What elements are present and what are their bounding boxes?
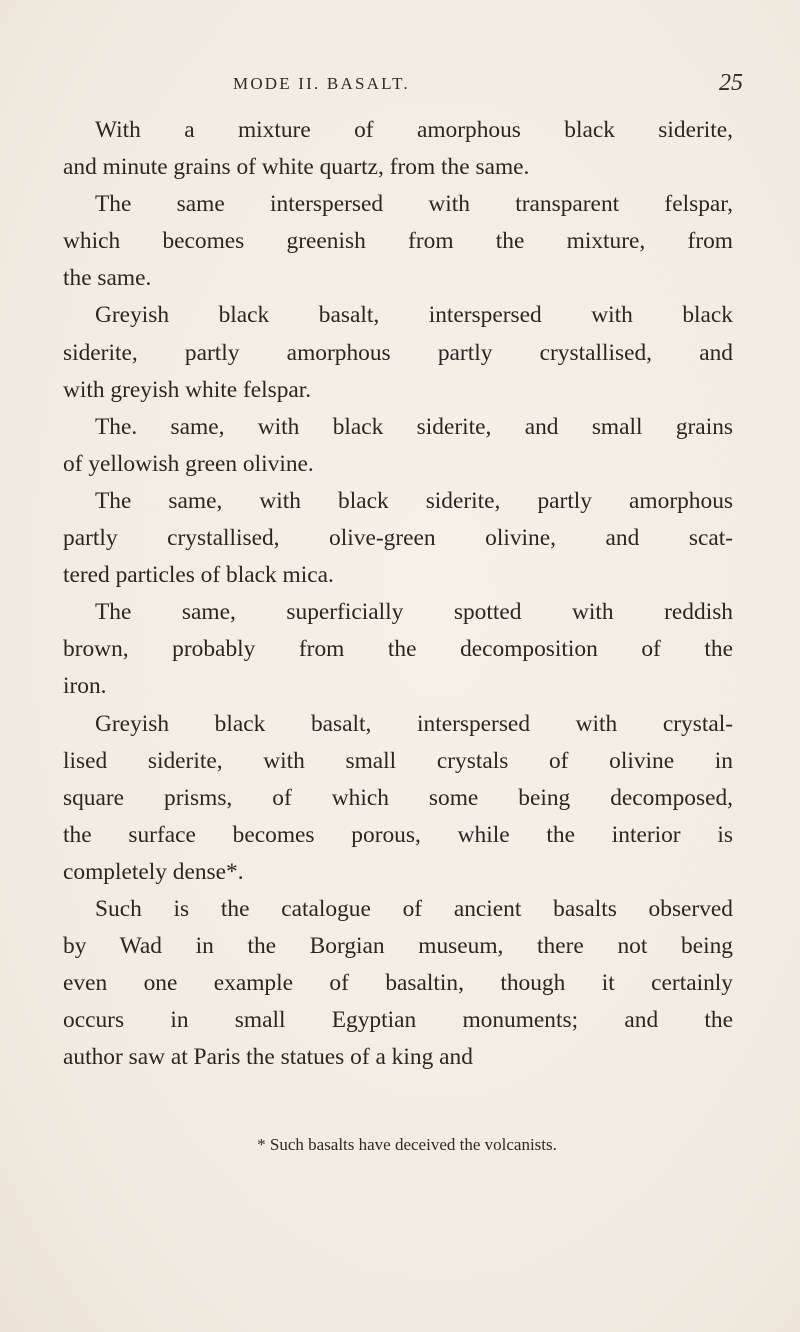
footnote: [0, 1135, 800, 1155]
text-line: which becomes greenish from the mixture, from: [63, 228, 733, 255]
running-title: MODE II. BASALT.: [233, 74, 410, 93]
text-line: the same.: [63, 265, 152, 292]
text-line: With a mixture of amorphous black siderite,: [95, 117, 733, 143]
text-line: the surface becomes porous, while the interior is: [63, 821, 733, 848]
page-number: 25: [719, 70, 743, 96]
text-line: brown, probably from the decomposition of the: [63, 636, 733, 663]
text-line: partly crystallised, olive-green olivine, and scat-: [63, 525, 733, 552]
paragraph: [63, 186, 733, 297]
text-line: The same, with black siderite, partly amorphous: [95, 487, 733, 514]
paragraph: [63, 297, 733, 408]
text-line: by Wad in the Borgian museum, there not being: [63, 933, 733, 960]
paragraph: [63, 483, 733, 594]
body-text: [63, 112, 733, 1076]
text-line: author saw at Paris the statues of a king and: [63, 1044, 473, 1071]
paragraph: [63, 409, 733, 483]
paragraph: [63, 891, 733, 1076]
paragraph: [63, 706, 733, 891]
text-line: with greyish white felspar.: [63, 376, 312, 403]
footnote-text: * Such basalts have deceived the volcanists.: [257, 1135, 557, 1154]
text-line: square prisms, of which some being decomposed,: [63, 784, 733, 811]
text-line: iron.: [63, 673, 107, 700]
text-line: siderite, partly amorphous partly crystallised, and: [63, 339, 733, 366]
text-line: completely dense*.: [63, 858, 244, 885]
paragraph: [63, 594, 733, 705]
text-line: of yellowish green olivine.: [63, 450, 314, 477]
text-line: and minute grains of white quartz, from the same.: [63, 154, 530, 181]
paragraph: [63, 112, 733, 186]
text-line: Such is the catalogue of ancient basalts observed: [95, 895, 733, 922]
running-head: [0, 70, 800, 100]
text-line: occurs in small Egyptian monuments; and the: [63, 1007, 733, 1034]
text-line: tered particles of black mica.: [63, 562, 334, 589]
text-line: The. same, with black siderite, and small grains: [95, 413, 733, 440]
text-line: Greyish black basalt, interspersed with crystal-: [95, 710, 733, 737]
text-line: The same, superficially spotted with reddish: [95, 599, 733, 626]
text-line: even one example of basaltin, though it certainly: [63, 970, 733, 997]
text-line: Greyish black basalt, interspersed with black: [95, 302, 733, 329]
text-line: The same interspersed with transparent felspar,: [95, 191, 733, 218]
text-line: lised siderite, with small crystals of olivine in: [63, 747, 733, 774]
